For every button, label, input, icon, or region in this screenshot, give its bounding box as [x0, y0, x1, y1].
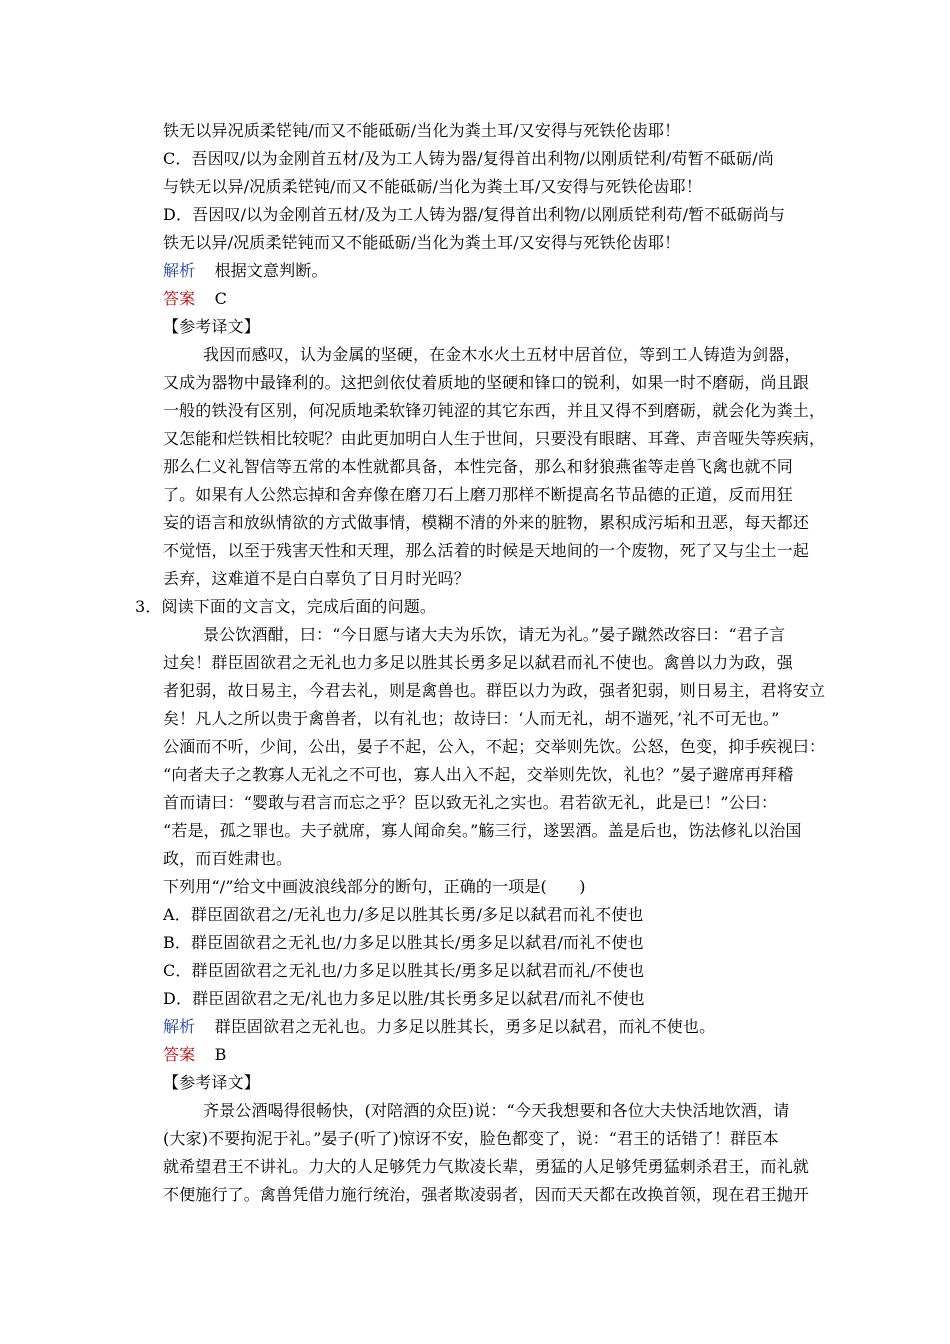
q2-analysis: [163, 257, 823, 285]
answer-label: 答案: [163, 289, 196, 308]
q3-option-d: D．群臣固欲君之无/礼也力多足以胜/其长勇多足以弑君/而礼不使也: [163, 989, 645, 1008]
q2-translation-line: 那么仁义礼智信等五常的本性就都具备，本性完备，那么和豺狼燕雀等走兽飞禽也就不同: [163, 457, 793, 476]
q2-translation-line: 又怎能和烂铁相比较呢？由此更加明白人生于世间，只要没有眼瞎、耳聋、声音哑失等疾病，: [163, 429, 826, 448]
question-prompt: 阅读下面的文言文，完成后面的问题。: [161, 597, 437, 616]
option-c-line-1: C．吾因叹/以为金刚首五材/及为工人铸为器/复得首出利物/以刚质铓利/苟暂不砥砺/尚: [163, 149, 774, 168]
q3-translation-heading: 【参考译文】: [163, 1073, 260, 1092]
q2-translation-line: 又成为器物中最锋利的。这把剑依仗着质地的坚硬和锋口的锐利，如果一时不磨砺，尚且跟: [163, 373, 810, 392]
option-c-line-2: 与铁无以异/况质柔铓钝/而又不能砥砺/当化为粪土耳/又安得与死铁伦齿耶！: [163, 177, 702, 196]
q3-passage-line: 过矣！群臣固欲君之无礼也力多足以胜其长勇多足以弑君而礼不使也。禽兽以力为政，强: [163, 653, 793, 672]
q3-analysis: [163, 1013, 823, 1041]
option-b-continuation: 铁无以异况质柔铓钝/而又不能砥砺/当化为粪土耳/又安得与死铁伦齿耶！: [163, 121, 681, 140]
option-d-line-2: 铁无以异/况质柔铓钝而又不能砥砺/当化为粪土耳/又安得与死铁伦齿耶！: [163, 233, 681, 252]
q3-passage-line: 政，而百姓肃也。: [163, 849, 293, 868]
option-d-line-1: D．吾因叹/以为金刚首五材/及为工人铸为器/复得首出利物/以刚质铓利苟/暂不砥砺尚与: [163, 205, 786, 224]
q3-option-b: B．群臣固欲君之无礼也/力多足以胜其长/勇多足以弑君/而礼不使也: [163, 933, 644, 952]
q3-passage-line: 者犯弱，故日易主，今君去礼，则是禽兽也。群臣以力为政，强者犯弱，则日易主，君将安立: [163, 681, 826, 700]
q2-translation-line: 妄的语言和放纵情欲的方式做事情，模糊不清的外来的脏物，累积成污垢和丑恶，每天都还: [163, 513, 810, 532]
q2-translation-line: 了。如果有人公然忘掉和舍弃像在磨刀石上磨刀那样不断提高名节品德的正道，反而用狂: [163, 485, 793, 504]
q2-answer: [163, 285, 823, 313]
q3-prompt-line: [135, 593, 823, 621]
q3-passage-line: 景公饮酒酣，曰：“今日愿与诸大夫为乐饮，请无为礼。”晏子蹴然改容曰：“君子言: [203, 625, 786, 644]
q3-passage-line: 公湎而不听，少间，公出，晏子不起，公入，不起；交举则先饮。公怒，色变，抑手疾视曰：: [163, 737, 826, 756]
q3-question: 下列用“/”给文中画波浪线部分的断句，正确的一项是( ): [163, 877, 586, 896]
q3-passage-line: “若是，孤之罪也。夫子就席，寡人闻命矣。”觞三行，遂罢酒。盖是后也，饬法修礼以治国: [163, 821, 802, 840]
document-page: [135, 117, 826, 1209]
analysis-label: 解析: [163, 261, 196, 280]
q3-answer: [163, 1041, 823, 1069]
q3-option-c: C．群臣固欲君之无礼也/力多足以胜其长/勇多足以弑君而礼/不使也: [163, 961, 645, 980]
q3-passage-line: 首而请曰：“婴敢与君言而忘之乎？臣以致无礼之实也。君若欲无礼，此是已！”公曰：: [163, 793, 778, 812]
answer-text: C: [214, 289, 227, 308]
q2-translation-line: 一般的铁没有区别，何况质地柔软锋刃钝涩的其它东西，并且又得不到磨砺，就会化为粪土，: [163, 401, 826, 420]
analysis-label: 解析: [163, 1017, 196, 1036]
q2-translation-line: 我因而感叹，认为金属的坚硬，在金木水火土五材中居首位，等到工人铸造为剑器，: [203, 345, 801, 364]
q3-passage-line: 矣！凡人之所以贵于禽兽者，以有礼也；故诗曰：‘人而无礼，胡不遄死，’礼不可无也。”: [163, 709, 780, 728]
q3-translation-line: 齐景公酒喝得很畅快，(对陪酒的众臣)说：“今天我想要和各位大夫快活地饮酒，请: [203, 1101, 790, 1120]
q2-translation-heading: 【参考译文】: [163, 317, 260, 336]
q3-translation-line: 不便施行了。禽兽凭借力施行统治，强者欺凌弱者，因而天天都在改换首领，现在君王抛开: [163, 1185, 810, 1204]
q2-translation-line: 不觉悟，以至于残害天性和天理，那么活着的时候是天地间的一个废物，死了又与尘土一起: [163, 541, 810, 560]
analysis-text: 根据文意判断。: [214, 261, 328, 280]
q3-translation-line: 就希望君王不讲礼。力大的人足够凭力气欺凌长辈，勇猛的人足够凭勇猛刺杀君王，而礼就: [163, 1157, 810, 1176]
q3-option-a: A．群臣固欲君之/无礼也力/多足以胜其长勇/多足以弑君而礼不使也: [163, 905, 644, 924]
analysis-text: 群臣固欲君之无礼也。力多足以胜其长，勇多足以弑君，而礼不使也。: [214, 1017, 716, 1036]
answer-text: B: [214, 1045, 227, 1064]
q3-passage-line: “向者夫子之教寡人无礼之不可也，寡人出入不起，交举则先饮，礼也？”晏子避席再拜稽: [163, 765, 794, 784]
answer-label: 答案: [163, 1045, 196, 1064]
q3-translation-line: (大家)不要拘泥于礼。”晏子(听了)惊讶不安，脸色都变了，说：“君王的话错了！群臣本: [163, 1129, 779, 1148]
q2-translation-line: 丢弃，这难道不是白白辜负了日月时光吗？: [163, 569, 470, 588]
question-number: 3．: [135, 597, 162, 616]
